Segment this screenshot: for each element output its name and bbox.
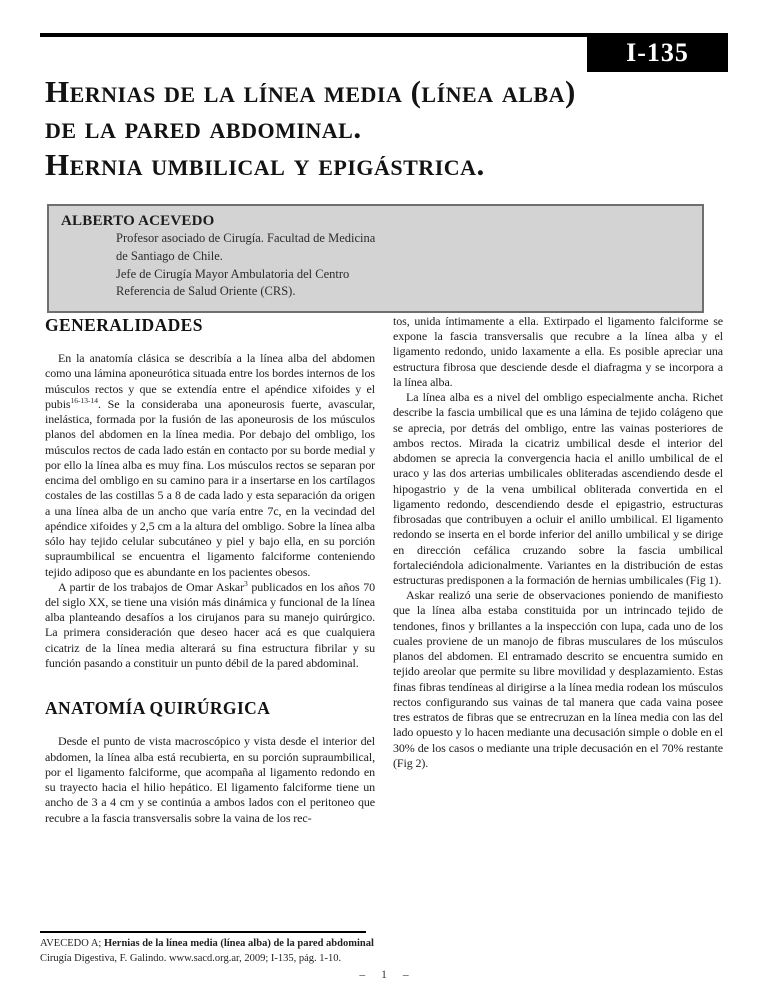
paragraph: En la anatomía clásica se describía a la línea alba del abdomen como una lámina aponeurótica situada entre los bordes internos de los músculos rectos y que se extendía entre el apéndice xifoides y el pubis$^{16-13-14}$. Se la consideraba una aponeurosis fuerte, avascular, inelástica, formada por la fusión de las aponeurosis de los músculos planos del abdomen en la línea media. Por debajo del ombligo, los músculos rectos de cada lado están en contacto por su borde medial y por ello la línea alba es muy fina. Los músculos rectos se separan por encima del ombligo en su camino para ir a insertarse en los cartílagos costales de las costillas 5 a 8 de cada lado y esta separación da origen a una línea alba de un ancho que varía entre 7c, en la vecindad del apéndice xifoides y 2,5 cm a la altura del ombligo. Sobre la línea alba sólo hay tejido celular subcutáneo y piel y bajo ella, en su porción supraumbilical se encuentra el ligamento falciforme conteniendo tejido adiposo que es abundante en los pacientes obesos. xyxy=(45,351,375,579)
left-column xyxy=(45,314,375,826)
page-title xyxy=(45,74,745,183)
author-affiliation-line: de Santiago de Chile. xyxy=(116,248,223,263)
citation-title: Hernias de la línea media (línea alba) de la pared abdominal xyxy=(103,938,374,949)
author-name: ALBERTO ACEVEDO xyxy=(61,213,215,229)
page-number-dash-left: – xyxy=(359,969,366,981)
section-heading: GENERALIDADES xyxy=(45,315,203,335)
paragraph: La línea alba es a nivel del ombligo especialmente ancha. Richet describe la fascia umbilical que es una lámina de tejido colágeno que se aprecia, por detrás del ombligo, entre las vainas posteriores de ambos rectos. Mirada la cicatriz umbilical desde el interior del abdomen se aprecia la convergencia hacia el anillo umbilical de el uraco y las dos arterias umbilicales obliteradas ascendiendo desde el hipogastrio y de la vena umbilical obliterada convertida en el ligamento redondo, descendiendo desde el epigastrio, estructuras fibrosadas que contribuyen a ocluir el anillo umbilical. El ligamento redondo se inserta en el borde inferior del anillo umbilical y se dirige en dirección cefálica cruzando sobre la fascia umbilical fortaleciéndola adicionalmente. Variantes en la distribución de estas estructuras predisponen a la formación de hernias umbilicales (Fig 1). xyxy=(393,390,723,587)
footer-citation xyxy=(40,931,730,966)
title-line-2: de la pared abdominal. xyxy=(45,110,362,146)
page-number xyxy=(0,969,768,981)
section-heading: ANATOMÍA QUIRÚRGICA xyxy=(45,698,271,719)
author-affiliation-line: Referencia de Salud Oriente (CRS). xyxy=(116,284,296,299)
author-affiliation-line: Profesor asociado de Cirugía. Facultad de Medicina xyxy=(116,231,376,245)
page-number-dash-right: – xyxy=(402,969,409,981)
footer-rule xyxy=(40,931,366,933)
page-number-value: 1 xyxy=(381,969,387,981)
citation-author: AVECEDO A; xyxy=(40,938,104,949)
chapter-code: I-135 xyxy=(626,37,689,67)
chapter-code-badge xyxy=(587,33,728,72)
title-line-1: Hernias de la línea media (línea alba) xyxy=(45,74,576,109)
text-columns xyxy=(45,314,723,826)
paragraph: tos, unida íntimamente a ella. Extirpado el ligamento falciforme se expone la fascia transversalis que recubre a la línea alba y el ligamento redondo, unido laxamente a ella. Es posible apreciar una estructura fibrosa que desciende desde el diafragma y se incorpora a la línea alba. xyxy=(393,314,723,389)
citation-line-1 xyxy=(40,936,730,951)
title-line-3: Hernia umbilical y epigástrica. xyxy=(45,146,485,182)
citation-line-2: Cirugía Digestiva, F. Galindo. www.sacd.org.ar, 2009; I-135, pág. 1-10. xyxy=(40,953,342,965)
paragraph: Askar realizó una serie de observaciones poniendo de manifiesto que la línea alba estaba constituida por un intrincado tejido de tendones, finos y brillantes a la inspección con lupa, cada uno de los cuales proviene de un manojo de fibras musculares de los músculos planos del abdomen. El entramado descrito se encuentra sumido en tejido areolar que permite su libre movilidad y desplazamiento. Estas finas fibras tendíneas al dirigirse a la línea media rodean los músculos rectos configurando sus vainas de tal manera que cada vaina posee tres estratos de fibras que se entrecruzan en la línea media con las del lado opuesto y lo hacen mediante una decusación simple o doble en el 30% de los casos o mediante una triple decusación en el 70% restante (Fig 2). xyxy=(393,588,723,770)
right-column xyxy=(393,314,723,826)
paragraph: Desde el punto de vista macroscópico y vista desde el interior del abdomen, la línea alba está recubierta, en su porción supraumbilical, por el ligamento falciforme, que acompaña al ligamento redondo en su trayecto hacia el hilio hepático. El ligamento falciforme tiene un ancho de 3 a 4 cm y se continúa a ambos lados con el peritoneo que recubre a la fascia transversalis sobre la vaina de los rec- xyxy=(45,734,375,825)
author-box xyxy=(47,204,704,313)
author-affiliation-line: Jefe de Cirugía Mayor Ambulatoria del Centro xyxy=(116,266,350,281)
paragraph: A partir de los trabajos de Omar Askar$^3$ publicados en los años 70 del siglo XX, se tiene una visión más dinámica y funcional de la línea alba planteando desafíos a los cirujanos para su manejo quirúrgico. La primera consideración que deseo hacer acá es que cualquiera cicatriz de la línea media alterará su fina estructura fibrilar y su función pasando a constituir un punto débil de la pared abdominal. xyxy=(45,578,376,670)
